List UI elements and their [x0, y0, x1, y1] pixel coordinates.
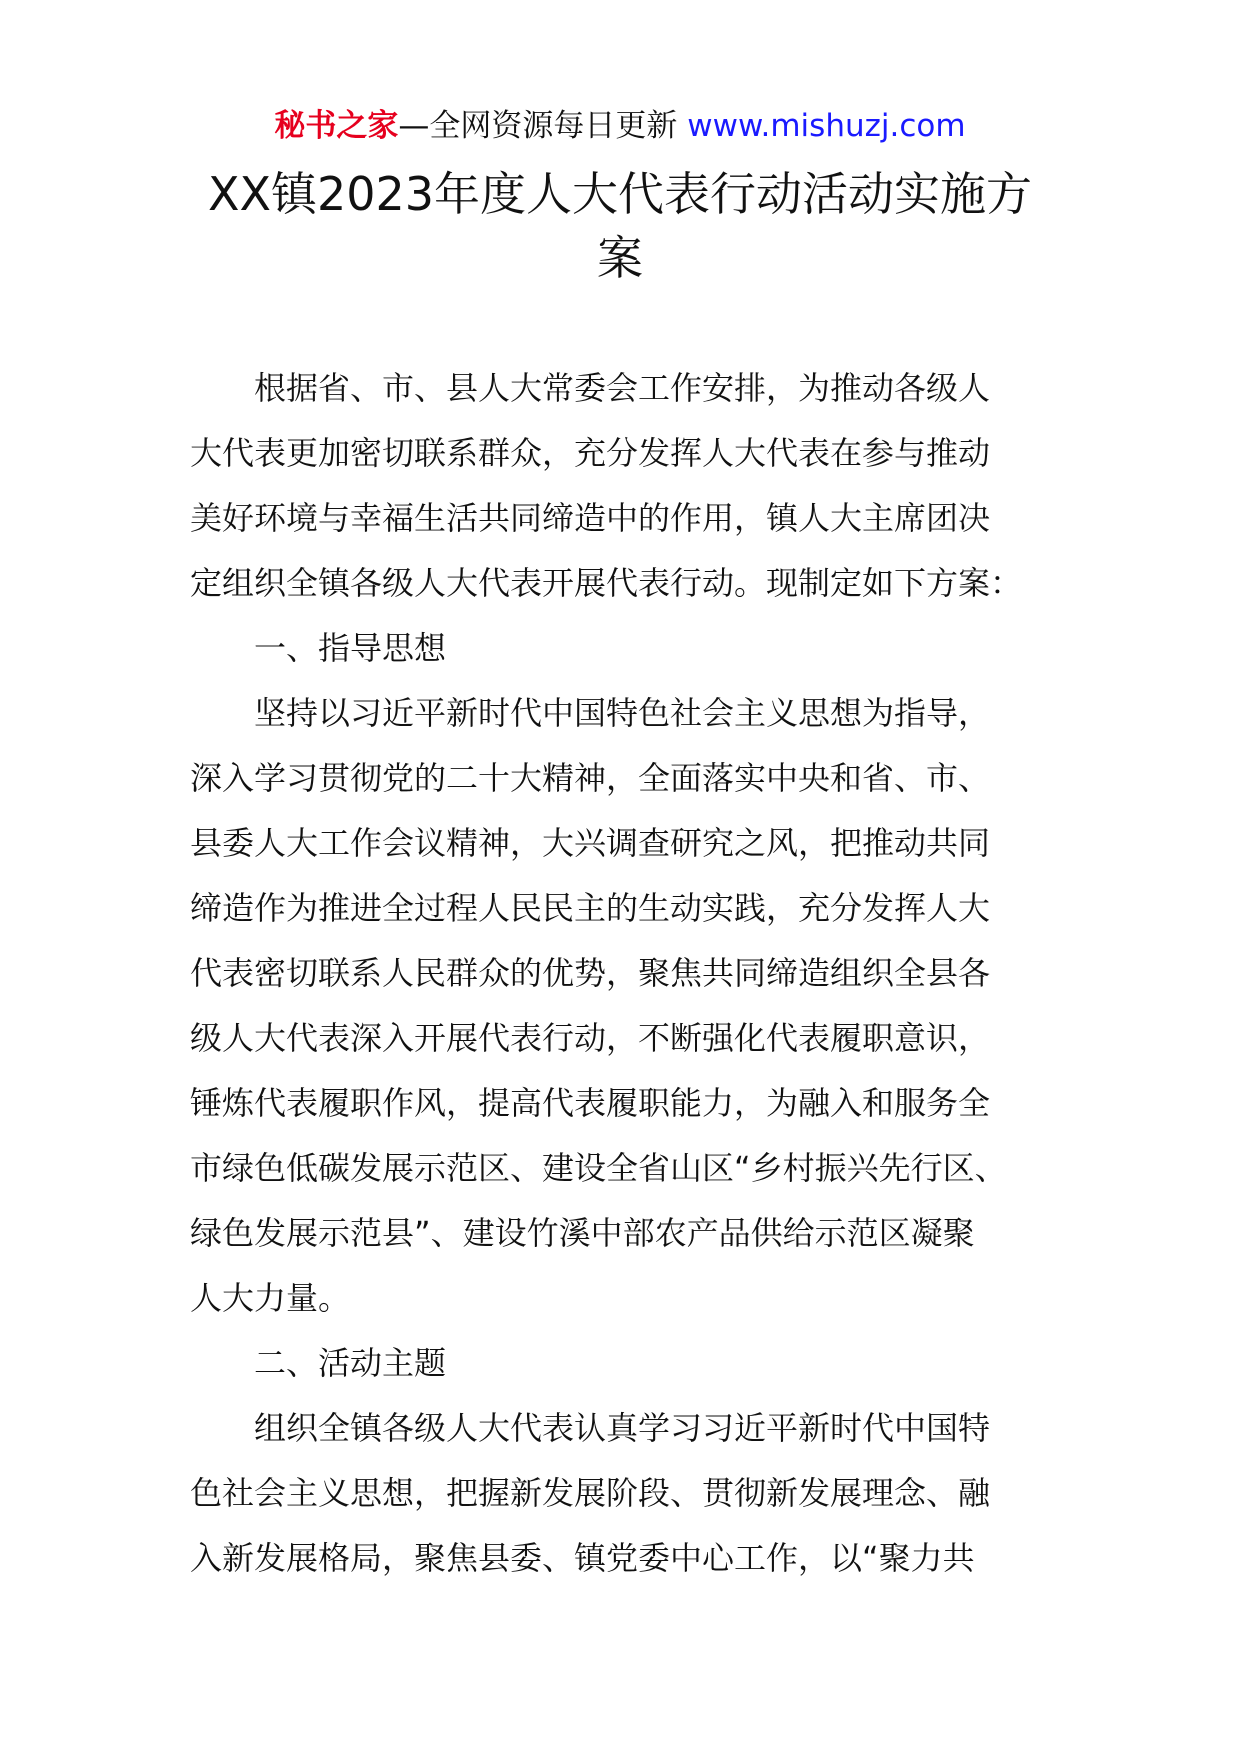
- section-heading-guiding-ideology: 一、指导思想: [254, 629, 447, 667]
- paragraph-guiding-line: 深入学习贯彻党的二十大精神，全面落实中央和省、市、: [190, 759, 991, 797]
- title-line: 案: [597, 231, 643, 285]
- paragraph-intro-line: 定组织全镇各级人大代表开展代表行动。现制定如下方案：: [190, 564, 1023, 602]
- paragraph-theme-line: 入新发展格局，聚焦县委、镇党委中心工作，以“聚力共: [190, 1539, 975, 1577]
- paragraph-intro-line: 大代表更加密切联系群众，充分发挥人大代表在参与推动: [190, 434, 991, 472]
- site-brand: 秘书之家: [274, 108, 399, 144]
- document-body: [190, 356, 1050, 1591]
- paragraph-intro-line: 根据省、市、县人大常委会工作安排，为推动各级人: [254, 369, 991, 407]
- paragraph-intro-line: 美好环境与幸福生活共同缔造中的作用，镇人大主席团决: [190, 499, 991, 537]
- document-title: [170, 162, 1070, 290]
- section-heading-activity-theme: 二、活动主题: [254, 1344, 447, 1382]
- paragraph-guiding-line: 人大力量。: [190, 1279, 351, 1317]
- paragraph-guiding-line: 县委人大工作会议精神，大兴调查研究之风，把推动共同: [190, 824, 991, 862]
- paragraph-theme-line: 组织全镇各级人大代表认真学习习近平新时代中国特: [254, 1409, 991, 1447]
- title-line: XX镇2023年度人大代表行动活动实施方: [207, 167, 1033, 221]
- paragraph-guiding-line: 市绿色低碳发展示范区、建设全省山区“乡村振兴先行区、: [190, 1149, 1007, 1187]
- paragraph-guiding-line: 代表密切联系人民群众的优势，聚焦共同缔造组织全县各: [190, 954, 991, 992]
- paragraph-guiding-line: 坚持以习近平新时代中国特色社会主义思想为指导，: [254, 694, 991, 732]
- paragraph-guiding-line: 锤炼代表履职作风，提高代表履职能力，为融入和服务全: [190, 1084, 991, 1122]
- site-header: [0, 104, 1240, 148]
- paragraph-guiding-line: 绿色发展示范县”、建设竹溪中部农产品供给示范区凝聚: [190, 1214, 975, 1252]
- paragraph-guiding-line: 级人大代表深入开展代表行动，不断强化代表履职意识，: [190, 1019, 991, 1057]
- site-tagline: —全网资源每日更新: [398, 108, 678, 144]
- paragraph-guiding-line: 缔造作为推进全过程人民民主的生动实践，充分发挥人大: [190, 889, 991, 927]
- site-url-link[interactable]: www.mishuzj.com: [687, 108, 966, 144]
- paragraph-theme-line: 色社会主义思想，把握新发展阶段、贯彻新发展理念、融: [190, 1474, 991, 1512]
